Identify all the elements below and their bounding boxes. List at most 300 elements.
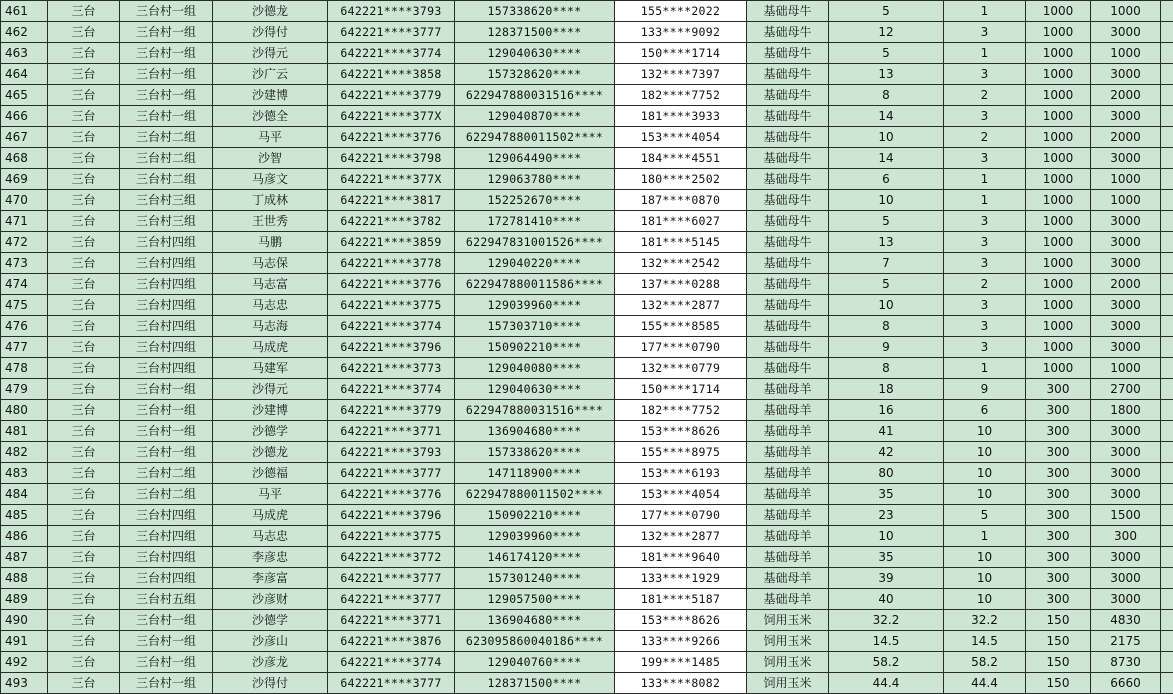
subsidy-count-cell[interactable]: 1 (944, 169, 1026, 190)
subsidy-count-cell[interactable]: 58.2 (944, 652, 1026, 673)
name-cell[interactable]: 马志保 (213, 253, 328, 274)
phone-cell[interactable]: 155****2022 (615, 1, 747, 22)
name-cell[interactable]: 马志忠 (213, 295, 328, 316)
id-number-cell[interactable]: 642221****3777 (328, 463, 455, 484)
town-cell[interactable]: 三台 (48, 316, 120, 337)
phone-cell[interactable]: 153****4054 (615, 484, 747, 505)
subsidy-count-cell[interactable]: 3 (944, 148, 1026, 169)
quantity-cell[interactable]: 12 (829, 22, 944, 43)
id-number-cell[interactable]: 642221****3776 (328, 274, 455, 295)
name-cell[interactable]: 沙得元 (213, 43, 328, 64)
empty-cell[interactable] (1161, 64, 1173, 85)
unit-amount-cell[interactable]: 1000 (1026, 127, 1091, 148)
total-amount-cell[interactable]: 3000 (1091, 211, 1161, 232)
subsidy-count-cell[interactable]: 3 (944, 106, 1026, 127)
id-number-cell[interactable]: 642221****3775 (328, 526, 455, 547)
phone-cell[interactable]: 155****8975 (615, 442, 747, 463)
project-type-cell[interactable]: 基础母牛 (747, 295, 829, 316)
subsidy-count-cell[interactable]: 3 (944, 211, 1026, 232)
id-number-cell[interactable]: 642221****3876 (328, 631, 455, 652)
row-number-cell[interactable]: 493 (1, 673, 48, 694)
id-number-cell[interactable]: 642221****3782 (328, 211, 455, 232)
quantity-cell[interactable]: 7 (829, 253, 944, 274)
empty-cell[interactable] (1161, 358, 1173, 379)
row-number-cell[interactable]: 465 (1, 85, 48, 106)
unit-amount-cell[interactable]: 300 (1026, 463, 1091, 484)
unit-amount-cell[interactable]: 1000 (1026, 274, 1091, 295)
id-number-cell[interactable]: 642221****3779 (328, 400, 455, 421)
project-type-cell[interactable]: 基础母牛 (747, 148, 829, 169)
empty-cell[interactable] (1161, 106, 1173, 127)
project-type-cell[interactable]: 基础母牛 (747, 274, 829, 295)
name-cell[interactable]: 沙德学 (213, 421, 328, 442)
village-group-cell[interactable]: 三台村四组 (120, 295, 213, 316)
phone-cell[interactable]: 150****1714 (615, 379, 747, 400)
village-group-cell[interactable]: 三台村一组 (120, 610, 213, 631)
unit-amount-cell[interactable]: 150 (1026, 631, 1091, 652)
bank-account-cell[interactable]: 129040870**** (455, 106, 615, 127)
id-number-cell[interactable]: 642221****377X (328, 169, 455, 190)
name-cell[interactable]: 马鹏 (213, 232, 328, 253)
phone-cell[interactable]: 133****9092 (615, 22, 747, 43)
project-type-cell[interactable]: 基础母牛 (747, 358, 829, 379)
village-group-cell[interactable]: 三台村五组 (120, 589, 213, 610)
village-group-cell[interactable]: 三台村二组 (120, 127, 213, 148)
subsidy-count-cell[interactable]: 1 (944, 526, 1026, 547)
bank-account-cell[interactable]: 157338620**** (455, 1, 615, 22)
empty-cell[interactable] (1161, 43, 1173, 64)
project-type-cell[interactable]: 基础母羊 (747, 526, 829, 547)
bank-account-cell[interactable]: 157338620**** (455, 442, 615, 463)
subsidy-count-cell[interactable]: 10 (944, 589, 1026, 610)
bank-account-cell[interactable]: 128371500**** (455, 22, 615, 43)
town-cell[interactable]: 三台 (48, 463, 120, 484)
unit-amount-cell[interactable]: 1000 (1026, 253, 1091, 274)
quantity-cell[interactable]: 10 (829, 127, 944, 148)
unit-amount-cell[interactable]: 300 (1026, 442, 1091, 463)
village-group-cell[interactable]: 三台村一组 (120, 1, 213, 22)
total-amount-cell[interactable]: 300 (1091, 526, 1161, 547)
bank-account-cell[interactable]: 623095860040186**** (455, 631, 615, 652)
empty-cell[interactable] (1161, 610, 1173, 631)
id-number-cell[interactable]: 642221****3777 (328, 568, 455, 589)
village-group-cell[interactable]: 三台村一组 (120, 85, 213, 106)
empty-cell[interactable] (1161, 379, 1173, 400)
empty-cell[interactable] (1161, 148, 1173, 169)
id-number-cell[interactable]: 642221****3779 (328, 85, 455, 106)
name-cell[interactable]: 马平 (213, 484, 328, 505)
phone-cell[interactable]: 177****0790 (615, 505, 747, 526)
name-cell[interactable]: 沙得付 (213, 673, 328, 694)
name-cell[interactable]: 马成虎 (213, 337, 328, 358)
town-cell[interactable]: 三台 (48, 610, 120, 631)
phone-cell[interactable]: 199****1485 (615, 652, 747, 673)
id-number-cell[interactable]: 642221****3796 (328, 505, 455, 526)
unit-amount-cell[interactable]: 300 (1026, 526, 1091, 547)
phone-cell[interactable]: 177****0790 (615, 337, 747, 358)
bank-account-cell[interactable]: 150902210**** (455, 505, 615, 526)
empty-cell[interactable] (1161, 421, 1173, 442)
project-type-cell[interactable]: 基础母牛 (747, 253, 829, 274)
total-amount-cell[interactable]: 3000 (1091, 253, 1161, 274)
village-group-cell[interactable]: 三台村一组 (120, 43, 213, 64)
phone-cell[interactable]: 153****8626 (615, 421, 747, 442)
village-group-cell[interactable]: 三台村一组 (120, 379, 213, 400)
total-amount-cell[interactable]: 1000 (1091, 169, 1161, 190)
phone-cell[interactable]: 133****1929 (615, 568, 747, 589)
unit-amount-cell[interactable]: 1000 (1026, 1, 1091, 22)
name-cell[interactable]: 马志忠 (213, 526, 328, 547)
id-number-cell[interactable]: 642221****3796 (328, 337, 455, 358)
village-group-cell[interactable]: 三台村四组 (120, 232, 213, 253)
village-group-cell[interactable]: 三台村四组 (120, 547, 213, 568)
id-number-cell[interactable]: 642221****3771 (328, 421, 455, 442)
village-group-cell[interactable]: 三台村一组 (120, 442, 213, 463)
bank-account-cell[interactable]: 128371500**** (455, 673, 615, 694)
quantity-cell[interactable]: 35 (829, 547, 944, 568)
subsidy-count-cell[interactable]: 10 (944, 547, 1026, 568)
row-number-cell[interactable]: 492 (1, 652, 48, 673)
town-cell[interactable]: 三台 (48, 547, 120, 568)
total-amount-cell[interactable]: 3000 (1091, 568, 1161, 589)
id-number-cell[interactable]: 642221****3859 (328, 232, 455, 253)
village-group-cell[interactable]: 三台村一组 (120, 64, 213, 85)
quantity-cell[interactable]: 5 (829, 211, 944, 232)
total-amount-cell[interactable]: 1000 (1091, 43, 1161, 64)
phone-cell[interactable]: 180****2502 (615, 169, 747, 190)
empty-cell[interactable] (1161, 652, 1173, 673)
total-amount-cell[interactable]: 6660 (1091, 673, 1161, 694)
empty-cell[interactable] (1161, 631, 1173, 652)
total-amount-cell[interactable]: 3000 (1091, 442, 1161, 463)
total-amount-cell[interactable]: 1000 (1091, 358, 1161, 379)
empty-cell[interactable] (1161, 568, 1173, 589)
total-amount-cell[interactable]: 4830 (1091, 610, 1161, 631)
quantity-cell[interactable]: 42 (829, 442, 944, 463)
town-cell[interactable]: 三台 (48, 631, 120, 652)
town-cell[interactable]: 三台 (48, 148, 120, 169)
town-cell[interactable]: 三台 (48, 190, 120, 211)
unit-amount-cell[interactable]: 1000 (1026, 316, 1091, 337)
village-group-cell[interactable]: 三台村一组 (120, 22, 213, 43)
phone-cell[interactable]: 132****0779 (615, 358, 747, 379)
village-group-cell[interactable]: 三台村一组 (120, 631, 213, 652)
name-cell[interactable]: 沙建博 (213, 400, 328, 421)
project-type-cell[interactable]: 基础母牛 (747, 1, 829, 22)
quantity-cell[interactable]: 5 (829, 274, 944, 295)
village-group-cell[interactable]: 三台村二组 (120, 169, 213, 190)
empty-cell[interactable] (1161, 442, 1173, 463)
project-type-cell[interactable]: 基础母牛 (747, 22, 829, 43)
village-group-cell[interactable]: 三台村四组 (120, 316, 213, 337)
id-number-cell[interactable]: 642221****3858 (328, 64, 455, 85)
total-amount-cell[interactable]: 3000 (1091, 484, 1161, 505)
total-amount-cell[interactable]: 2000 (1091, 127, 1161, 148)
quantity-cell[interactable]: 8 (829, 316, 944, 337)
quantity-cell[interactable]: 13 (829, 64, 944, 85)
unit-amount-cell[interactable]: 300 (1026, 589, 1091, 610)
row-number-cell[interactable]: 461 (1, 1, 48, 22)
subsidy-count-cell[interactable]: 6 (944, 400, 1026, 421)
town-cell[interactable]: 三台 (48, 505, 120, 526)
empty-cell[interactable] (1161, 211, 1173, 232)
name-cell[interactable]: 沙建博 (213, 85, 328, 106)
row-number-cell[interactable]: 478 (1, 358, 48, 379)
project-type-cell[interactable]: 基础母羊 (747, 484, 829, 505)
empty-cell[interactable] (1161, 673, 1173, 694)
bank-account-cell[interactable]: 622947880011502**** (455, 127, 615, 148)
id-number-cell[interactable]: 642221****3771 (328, 610, 455, 631)
village-group-cell[interactable]: 三台村四组 (120, 337, 213, 358)
unit-amount-cell[interactable]: 300 (1026, 568, 1091, 589)
empty-cell[interactable] (1161, 505, 1173, 526)
unit-amount-cell[interactable]: 150 (1026, 652, 1091, 673)
quantity-cell[interactable]: 5 (829, 1, 944, 22)
row-number-cell[interactable]: 479 (1, 379, 48, 400)
id-number-cell[interactable]: 642221****3773 (328, 358, 455, 379)
quantity-cell[interactable]: 8 (829, 85, 944, 106)
town-cell[interactable]: 三台 (48, 421, 120, 442)
project-type-cell[interactable]: 基础母羊 (747, 400, 829, 421)
town-cell[interactable]: 三台 (48, 589, 120, 610)
name-cell[interactable]: 沙彦财 (213, 589, 328, 610)
phone-cell[interactable]: 181****3933 (615, 106, 747, 127)
total-amount-cell[interactable]: 3000 (1091, 337, 1161, 358)
total-amount-cell[interactable]: 1500 (1091, 505, 1161, 526)
project-type-cell[interactable]: 基础母牛 (747, 190, 829, 211)
town-cell[interactable]: 三台 (48, 568, 120, 589)
unit-amount-cell[interactable]: 1000 (1026, 106, 1091, 127)
unit-amount-cell[interactable]: 1000 (1026, 64, 1091, 85)
subsidy-count-cell[interactable]: 9 (944, 379, 1026, 400)
project-type-cell[interactable]: 基础母羊 (747, 421, 829, 442)
unit-amount-cell[interactable]: 1000 (1026, 43, 1091, 64)
quantity-cell[interactable]: 10 (829, 295, 944, 316)
unit-amount-cell[interactable]: 1000 (1026, 22, 1091, 43)
quantity-cell[interactable]: 10 (829, 190, 944, 211)
total-amount-cell[interactable]: 3000 (1091, 547, 1161, 568)
name-cell[interactable]: 沙德龙 (213, 442, 328, 463)
quantity-cell[interactable]: 14 (829, 148, 944, 169)
bank-account-cell[interactable]: 152252670**** (455, 190, 615, 211)
phone-cell[interactable]: 132****2877 (615, 295, 747, 316)
name-cell[interactable]: 沙德福 (213, 463, 328, 484)
row-number-cell[interactable]: 481 (1, 421, 48, 442)
village-group-cell[interactable]: 三台村四组 (120, 505, 213, 526)
id-number-cell[interactable]: 642221****3793 (328, 442, 455, 463)
quantity-cell[interactable]: 9 (829, 337, 944, 358)
name-cell[interactable]: 沙德学 (213, 610, 328, 631)
town-cell[interactable]: 三台 (48, 484, 120, 505)
phone-cell[interactable]: 181****6027 (615, 211, 747, 232)
project-type-cell[interactable]: 基础母牛 (747, 43, 829, 64)
town-cell[interactable]: 三台 (48, 1, 120, 22)
total-amount-cell[interactable]: 1000 (1091, 190, 1161, 211)
bank-account-cell[interactable]: 129040630**** (455, 379, 615, 400)
name-cell[interactable]: 马彦文 (213, 169, 328, 190)
unit-amount-cell[interactable]: 1000 (1026, 85, 1091, 106)
phone-cell[interactable]: 181****5187 (615, 589, 747, 610)
total-amount-cell[interactable]: 3000 (1091, 106, 1161, 127)
total-amount-cell[interactable]: 3000 (1091, 232, 1161, 253)
bank-account-cell[interactable]: 157303710**** (455, 316, 615, 337)
total-amount-cell[interactable]: 3000 (1091, 295, 1161, 316)
name-cell[interactable]: 沙德龙 (213, 1, 328, 22)
town-cell[interactable]: 三台 (48, 274, 120, 295)
quantity-cell[interactable]: 35 (829, 484, 944, 505)
unit-amount-cell[interactable]: 300 (1026, 379, 1091, 400)
project-type-cell[interactable]: 饲用玉米 (747, 610, 829, 631)
phone-cell[interactable]: 187****0870 (615, 190, 747, 211)
name-cell[interactable]: 李彦富 (213, 568, 328, 589)
village-group-cell[interactable]: 三台村三组 (120, 190, 213, 211)
town-cell[interactable]: 三台 (48, 526, 120, 547)
phone-cell[interactable]: 182****7752 (615, 85, 747, 106)
quantity-cell[interactable]: 14.5 (829, 631, 944, 652)
village-group-cell[interactable]: 三台村一组 (120, 400, 213, 421)
town-cell[interactable]: 三台 (48, 337, 120, 358)
empty-cell[interactable] (1161, 232, 1173, 253)
name-cell[interactable]: 沙得元 (213, 379, 328, 400)
subsidy-count-cell[interactable]: 3 (944, 295, 1026, 316)
empty-cell[interactable] (1161, 253, 1173, 274)
village-group-cell[interactable]: 三台村一组 (120, 106, 213, 127)
phone-cell[interactable]: 137****0288 (615, 274, 747, 295)
quantity-cell[interactable]: 5 (829, 43, 944, 64)
town-cell[interactable]: 三台 (48, 400, 120, 421)
village-group-cell[interactable]: 三台村一组 (120, 673, 213, 694)
village-group-cell[interactable]: 三台村二组 (120, 484, 213, 505)
phone-cell[interactable]: 133****9266 (615, 631, 747, 652)
town-cell[interactable]: 三台 (48, 169, 120, 190)
project-type-cell[interactable]: 基础母牛 (747, 127, 829, 148)
row-number-cell[interactable]: 488 (1, 568, 48, 589)
quantity-cell[interactable]: 23 (829, 505, 944, 526)
row-number-cell[interactable]: 469 (1, 169, 48, 190)
unit-amount-cell[interactable]: 1000 (1026, 295, 1091, 316)
project-type-cell[interactable]: 饲用玉米 (747, 673, 829, 694)
bank-account-cell[interactable]: 129039960**** (455, 526, 615, 547)
quantity-cell[interactable]: 18 (829, 379, 944, 400)
row-number-cell[interactable]: 485 (1, 505, 48, 526)
name-cell[interactable]: 马平 (213, 127, 328, 148)
id-number-cell[interactable]: 642221****3793 (328, 1, 455, 22)
quantity-cell[interactable]: 44.4 (829, 673, 944, 694)
name-cell[interactable]: 沙得付 (213, 22, 328, 43)
bank-account-cell[interactable]: 622947880031516**** (455, 85, 615, 106)
empty-cell[interactable] (1161, 85, 1173, 106)
total-amount-cell[interactable]: 3000 (1091, 589, 1161, 610)
total-amount-cell[interactable]: 3000 (1091, 463, 1161, 484)
project-type-cell[interactable]: 基础母羊 (747, 463, 829, 484)
subsidy-count-cell[interactable]: 3 (944, 232, 1026, 253)
empty-cell[interactable] (1161, 463, 1173, 484)
phone-cell[interactable]: 153****4054 (615, 127, 747, 148)
row-number-cell[interactable]: 473 (1, 253, 48, 274)
village-group-cell[interactable]: 三台村一组 (120, 652, 213, 673)
project-type-cell[interactable]: 基础母羊 (747, 442, 829, 463)
village-group-cell[interactable]: 三台村四组 (120, 568, 213, 589)
unit-amount-cell[interactable]: 1000 (1026, 337, 1091, 358)
id-number-cell[interactable]: 642221****3777 (328, 22, 455, 43)
bank-account-cell[interactable]: 129064490**** (455, 148, 615, 169)
town-cell[interactable]: 三台 (48, 673, 120, 694)
unit-amount-cell[interactable]: 1000 (1026, 190, 1091, 211)
quantity-cell[interactable]: 10 (829, 526, 944, 547)
bank-account-cell[interactable]: 129040630**** (455, 43, 615, 64)
bank-account-cell[interactable]: 129039960**** (455, 295, 615, 316)
name-cell[interactable]: 马志富 (213, 274, 328, 295)
phone-cell[interactable]: 150****1714 (615, 43, 747, 64)
project-type-cell[interactable]: 基础母牛 (747, 211, 829, 232)
village-group-cell[interactable]: 三台村一组 (120, 421, 213, 442)
village-group-cell[interactable]: 三台村二组 (120, 148, 213, 169)
id-number-cell[interactable]: 642221****3777 (328, 673, 455, 694)
subsidy-count-cell[interactable]: 2 (944, 85, 1026, 106)
town-cell[interactable]: 三台 (48, 379, 120, 400)
project-type-cell[interactable]: 基础母羊 (747, 547, 829, 568)
bank-account-cell[interactable]: 147118900**** (455, 463, 615, 484)
project-type-cell[interactable]: 基础母牛 (747, 316, 829, 337)
project-type-cell[interactable]: 基础母羊 (747, 589, 829, 610)
row-number-cell[interactable]: 466 (1, 106, 48, 127)
project-type-cell[interactable]: 基础母牛 (747, 232, 829, 253)
subsidy-count-cell[interactable]: 3 (944, 64, 1026, 85)
id-number-cell[interactable]: 642221****3774 (328, 43, 455, 64)
town-cell[interactable]: 三台 (48, 64, 120, 85)
row-number-cell[interactable]: 462 (1, 22, 48, 43)
subsidy-count-cell[interactable]: 1 (944, 358, 1026, 379)
empty-cell[interactable] (1161, 169, 1173, 190)
town-cell[interactable]: 三台 (48, 22, 120, 43)
village-group-cell[interactable]: 三台村四组 (120, 358, 213, 379)
town-cell[interactable]: 三台 (48, 106, 120, 127)
name-cell[interactable]: 沙智 (213, 148, 328, 169)
phone-cell[interactable]: 132****2542 (615, 253, 747, 274)
bank-account-cell[interactable]: 129063780**** (455, 169, 615, 190)
name-cell[interactable]: 马志海 (213, 316, 328, 337)
name-cell[interactable]: 马建军 (213, 358, 328, 379)
total-amount-cell[interactable]: 3000 (1091, 421, 1161, 442)
unit-amount-cell[interactable]: 300 (1026, 505, 1091, 526)
row-number-cell[interactable]: 463 (1, 43, 48, 64)
name-cell[interactable]: 王世秀 (213, 211, 328, 232)
subsidy-count-cell[interactable]: 1 (944, 43, 1026, 64)
row-number-cell[interactable]: 472 (1, 232, 48, 253)
row-number-cell[interactable]: 476 (1, 316, 48, 337)
subsidy-count-cell[interactable]: 10 (944, 484, 1026, 505)
total-amount-cell[interactable]: 1000 (1091, 1, 1161, 22)
subsidy-count-cell[interactable]: 44.4 (944, 673, 1026, 694)
bank-account-cell[interactable]: 136904680**** (455, 421, 615, 442)
quantity-cell[interactable]: 16 (829, 400, 944, 421)
id-number-cell[interactable]: 642221****3772 (328, 547, 455, 568)
project-type-cell[interactable]: 基础母牛 (747, 337, 829, 358)
phone-cell[interactable]: 184****4551 (615, 148, 747, 169)
subsidy-count-cell[interactable]: 1 (944, 190, 1026, 211)
name-cell[interactable]: 马成虎 (213, 505, 328, 526)
subsidy-count-cell[interactable]: 3 (944, 253, 1026, 274)
row-number-cell[interactable]: 468 (1, 148, 48, 169)
bank-account-cell[interactable]: 136904680**** (455, 610, 615, 631)
subsidy-count-cell[interactable]: 2 (944, 274, 1026, 295)
total-amount-cell[interactable]: 3000 (1091, 148, 1161, 169)
name-cell[interactable]: 李彦忠 (213, 547, 328, 568)
id-number-cell[interactable]: 642221****3798 (328, 148, 455, 169)
empty-cell[interactable] (1161, 274, 1173, 295)
project-type-cell[interactable]: 基础母牛 (747, 85, 829, 106)
empty-cell[interactable] (1161, 337, 1173, 358)
